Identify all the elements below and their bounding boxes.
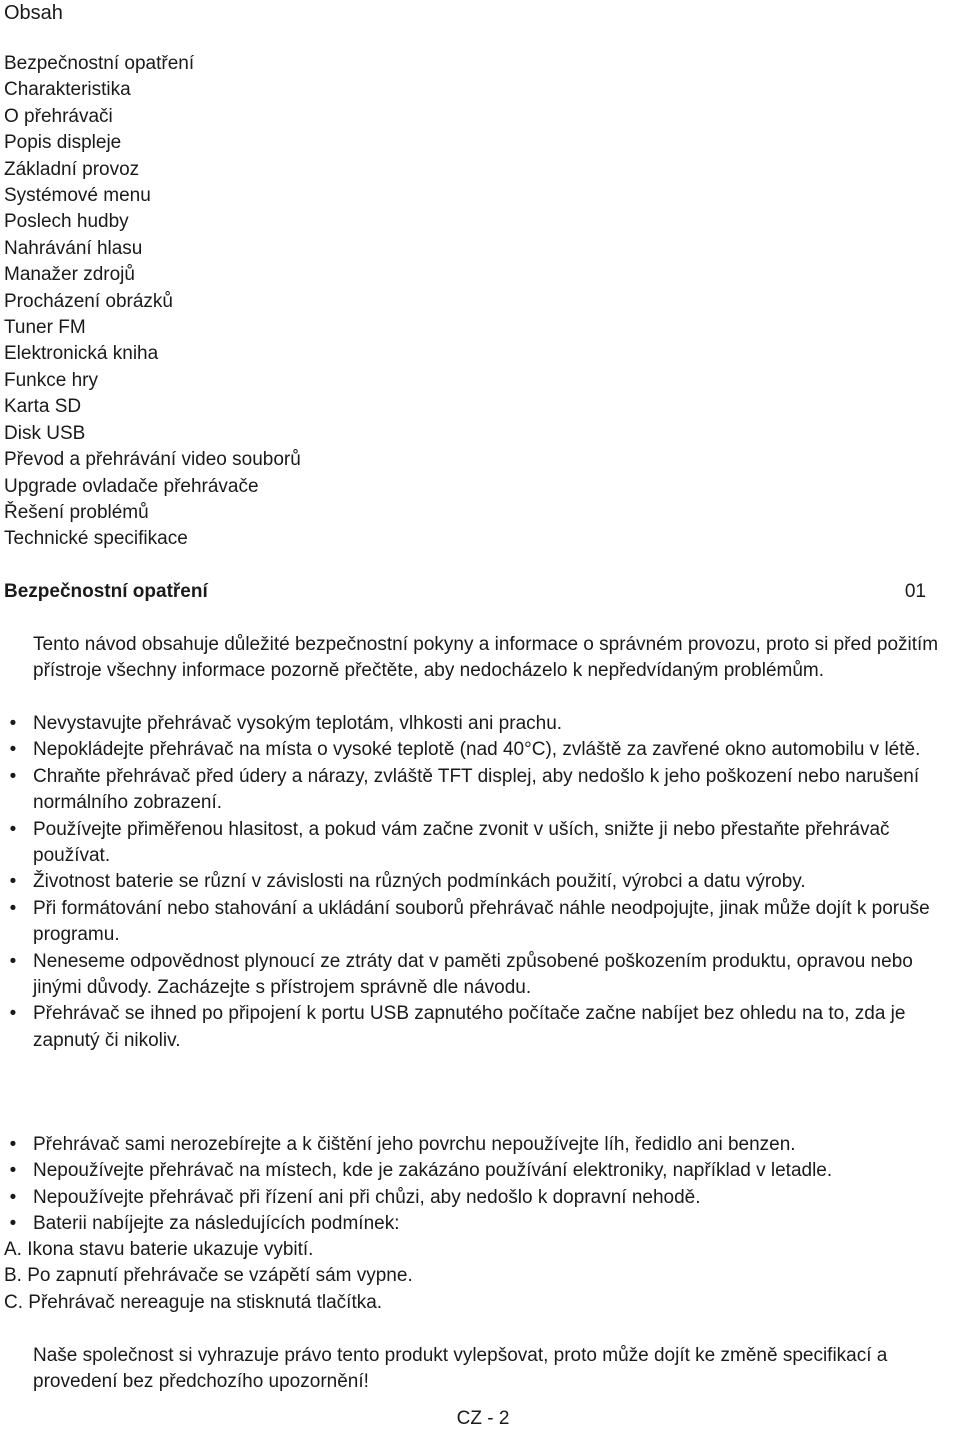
- list-item: [0, 949, 960, 1002]
- list-item: [0, 1001, 960, 1054]
- toc-item: Disk USB: [4, 422, 86, 444]
- list-item: [0, 737, 960, 763]
- toc-item: Systémové menu: [4, 185, 151, 207]
- bullet-icon: •: [9, 1003, 17, 1025]
- toc-item: Procházení obrázků: [4, 290, 173, 312]
- safety-list: [0, 711, 960, 1054]
- section-number: 01: [904, 581, 926, 602]
- bullet-icon: •: [9, 1134, 17, 1155]
- list-item-text: Chraňte přehrávač před údery a nárazy, zvláště TFT displej, aby nedošlo k jeho poškození nebo narušení normálního zobrazení.: [33, 765, 920, 814]
- toc-item: Nahrávání hlasu: [4, 237, 143, 259]
- section-title: Bezpečnostní opatření: [4, 581, 208, 602]
- list-item-text: Používejte přiměřenou hlasitost, a pokud vám začne zvonit v uších, snižte ji nebo přestaňte přehrávač používat.: [33, 818, 890, 867]
- bullet-icon: •: [9, 1160, 17, 1182]
- list-item: [0, 896, 960, 949]
- bullet-icon: •: [9, 1213, 17, 1235]
- toc-item: Tuner FM: [4, 317, 86, 339]
- toc-item: Bezpečnostní opatření: [4, 53, 195, 74]
- usage-list: [0, 1132, 960, 1238]
- list-item: [0, 764, 960, 817]
- list-item-text: Nepokládejte přehrávač na místa o vysoké teplotě (nad 40°C), zvláště za zavřené okno automobilu v létě.: [33, 739, 921, 761]
- condition-item: B. Po zapnutí přehrávače se vzápětí sám vypne.: [4, 1265, 413, 1287]
- toc-item: Základní provoz: [4, 158, 140, 180]
- battery-conditions-list: [4, 1237, 413, 1316]
- list-item-text: Nevystavujte přehrávač vysokým teplotám, vlhkosti ani prachu.: [33, 713, 563, 734]
- page-number: CZ - 2: [456, 1408, 510, 1429]
- toc-item: Karta SD: [4, 396, 82, 418]
- bullet-icon: •: [9, 950, 17, 972]
- list-item-text: Nepoužívejte přehrávač při řízení ani při chůzi, aby nedošlo k dopravní nehodě.: [33, 1186, 701, 1208]
- toc-item: Upgrade ovladače přehrávače: [4, 475, 259, 497]
- toc-item: Elektronická kniha: [4, 343, 159, 365]
- list-item-text: Nepoužívejte přehrávač na místech, kde je zakázáno používání elektroniky, například v letadle.: [33, 1160, 833, 1182]
- list-item: [0, 1185, 960, 1211]
- list-item-text: Přehrávač sami nerozebírejte a k čištění jeho povrchu nepoužívejte líh, ředidlo ani benzen.: [33, 1134, 796, 1155]
- bullet-icon: •: [9, 897, 17, 919]
- list-item: [0, 817, 960, 870]
- bullet-icon: •: [9, 871, 17, 893]
- bullet-icon: •: [9, 739, 17, 761]
- table-of-contents: [4, 51, 301, 553]
- list-item: [0, 1132, 960, 1158]
- bullet-icon: •: [9, 818, 17, 840]
- list-item-text: Životnost baterie se různí v závislosti na různých podmínkách použití, výrobci a datu výroby.: [33, 871, 806, 893]
- page-title: Obsah: [4, 2, 63, 24]
- bullet-icon: •: [9, 1186, 17, 1208]
- list-item: [0, 1211, 960, 1237]
- toc-item: Charakteristika: [4, 79, 131, 101]
- condition-item: A. Ikona stavu baterie ukazuje vybití.: [4, 1239, 314, 1260]
- disclaimer-paragraph: Naše společnost si vyhrazuje právo tento produkt vylepšovat, proto může dojít ke změně specifikací a provedení bez předchozího upozornění!: [33, 1345, 888, 1393]
- condition-item: C. Přehrávač nereaguje na stisknutá tlačítka.: [4, 1291, 383, 1313]
- toc-item: Manažer zdrojů: [4, 264, 135, 286]
- toc-item: Popis displeje: [4, 132, 122, 154]
- list-item-text: Při formátování nebo stahování a ukládání souborů přehrávač náhle neodpojujte, jinak může dojít k poruše programu.: [33, 897, 930, 946]
- intro-paragraph: Tento návod obsahuje důležité bezpečnostní pokyny a informace o správném provozu, proto si před požitím přístroje všechny informace pozorně přečtěte, aby nedocházelo k nepředvídaným problémům.: [33, 634, 939, 682]
- list-item: [0, 711, 960, 737]
- toc-item: Převod a přehrávání video souborů: [4, 449, 301, 471]
- toc-item: Řešení problémů: [4, 501, 149, 523]
- bullet-icon: •: [9, 765, 17, 787]
- toc-item: Technické specifikace: [4, 528, 188, 550]
- toc-item: Funkce hry: [4, 369, 98, 391]
- list-item-text: Přehrávač se ihned po připojení k portu USB zapnutého počítače začne nabíjet bez ohledu na to, zda je zapnutý či nikoliv.: [33, 1003, 906, 1051]
- section-heading: [4, 579, 926, 605]
- toc-item: Poslech hudby: [4, 211, 129, 233]
- list-item: [0, 869, 960, 895]
- list-item: [0, 1158, 960, 1184]
- toc-item: O přehrávači: [4, 105, 113, 127]
- list-item-text: Neneseme odpovědnost plynoucí ze ztráty dat v paměti způsobené poškozením produktu, opravou nebo jinými důvody. Zacházejte s přístrojem správně dle návodu.: [33, 950, 913, 999]
- list-item-text: Baterii nabíjejte za následujících podmínek:: [33, 1213, 400, 1235]
- bullet-icon: •: [9, 713, 17, 734]
